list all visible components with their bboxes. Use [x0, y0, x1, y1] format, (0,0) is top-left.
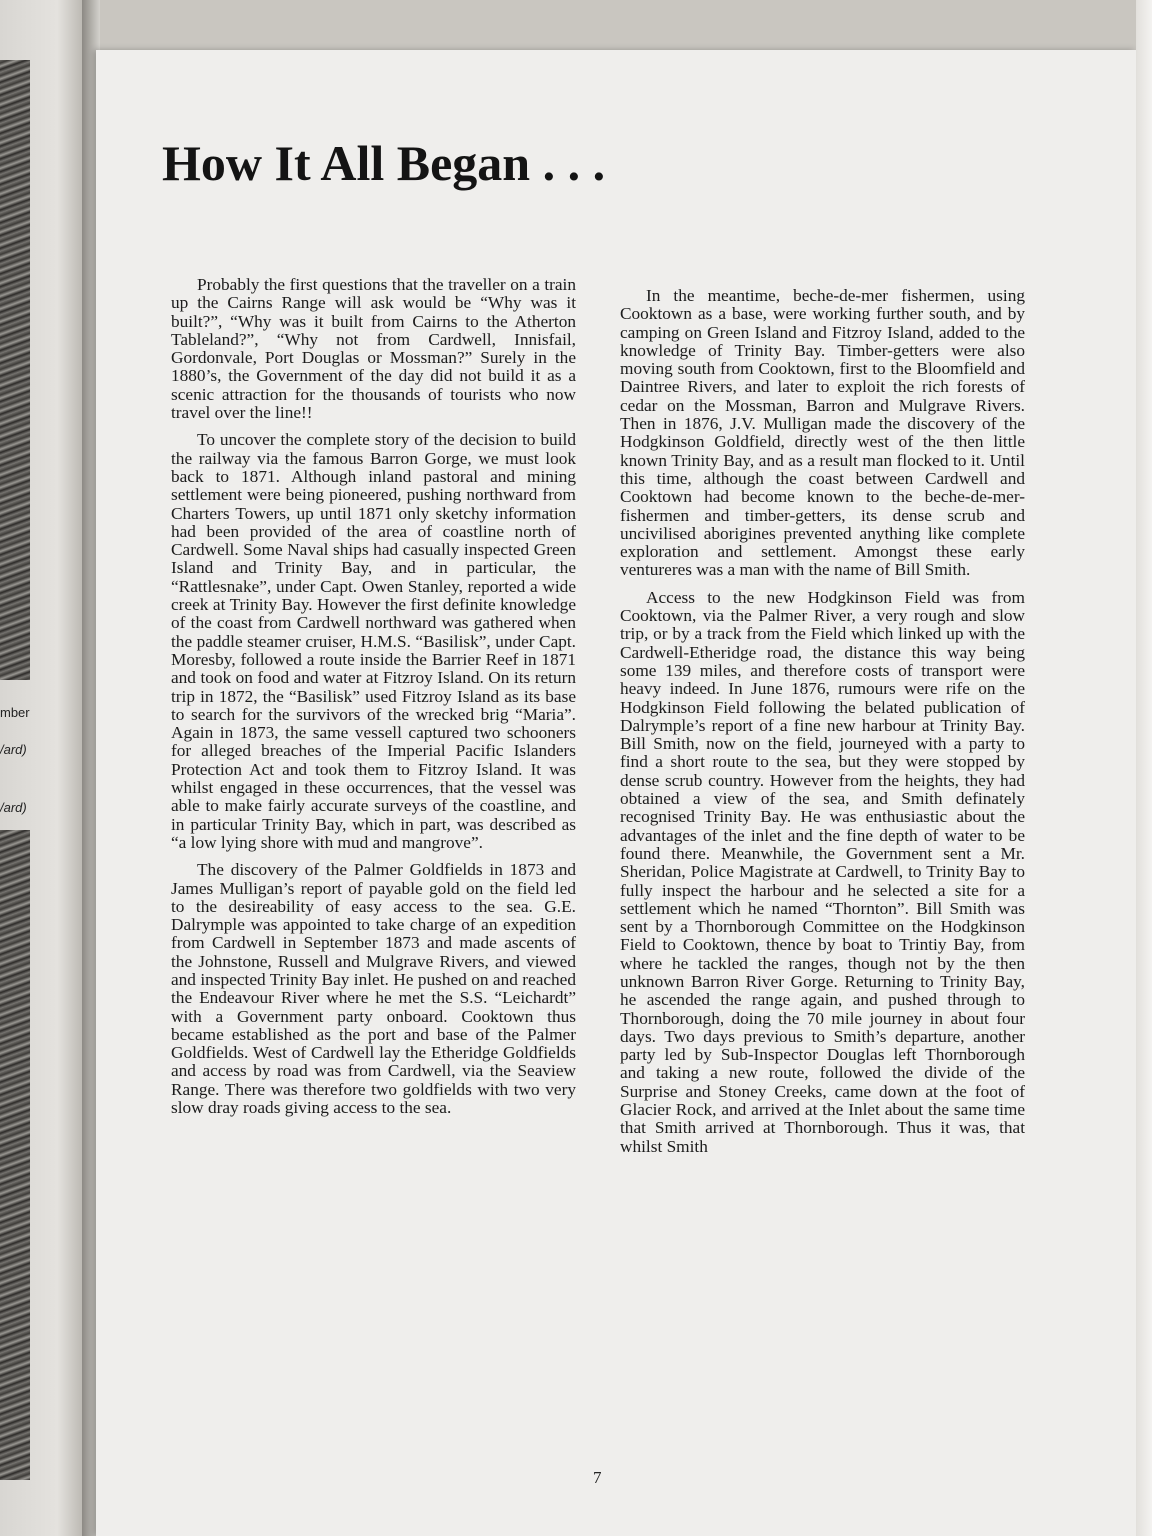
page-title: How It All Began . . . — [162, 135, 606, 191]
paragraph: The discovery of the Palmer Goldfields in 1873 and James Mulligan’s report of payable gold on the field led to the desireability of easy access to the sea. G.E. Dalrymple was appointed to take charge of an expedition from Cardwell in September 1873 and made ascents of the Johnstone, Russell and Mulgrave Rivers, and viewed and inspected Trinity Bay inlet. He pushed on and reached the Endeavour River where he met the S.S. “Leichardt” with a Government party onboard. Cooktown thus became established as the port and base of the Palmer Goldfields. West of Cardwell lay the Etheridge Goldfields and access by road was from Cardwell, via the Seaview Range. There was therefore two goldfields with two very slow dray roads giving access to the sea. — [171, 860, 576, 1118]
text-column-right — [620, 287, 1025, 1165]
facing-page-caption-fragment: /ard) — [0, 800, 27, 815]
facing-page-photo-bottom — [0, 830, 30, 1480]
facing-page-photo-top — [0, 60, 30, 680]
paragraph: Access to the new Hodgkinson Field was from Cooktown, via the Palmer River, a very rough and slow trip, or by a track from the Field which linked up with the Cardwell-Etheridge road, the distance this way being some 139 miles, and therefore costs of transport were heavy indeed. In June 1876, rumours were rife on the Hodgkinson Field following the belated publication of Dalrymple’s report of a fine new harbour at Trinity Bay. Bill Smith, now on the field, journeyed with a party to find a short route to the sea, but they were stopped by dense scrub country. However from the heights, they had obtained a view of the sea, and Smith definately recognised Trinity Bay. He was enthusiastic about the advantages of the inlet and the fine depth of water to be found there. Meanwhile, the Government sent a Mr. Sheridan, Police Magistrate at Cardwell, to Trinity Bay to fully inspect the harbour and he selected a site for a settlement which he named “Thornton”. Bill Smith was sent by a Thornborough Committee on the Hodgkinson Field to Cooktown, thence by boat to Trintiy Bay, from where he tackled the ranges, though not by the then unknown Barron River Gorge. Returning to Trinity Bay, he ascended the range again, and pushed through to Thornborough, doing the 70 mile journey in about four days. Two days previous to Smith’s departure, another party led by Sub-Inspector Douglas left Thornborough and taking a new route, followed the divide of the Surprise and Stoney Creeks, came down at the foot of Glacier Rock, and arrived at the Inlet about the same time that Smith arrived at Thornborough. Thus it was, that whilst Smith — [620, 587, 1025, 1156]
paragraph: Probably the first questions that the traveller on a train up the Cairns Range will ask would be “Why was it built?”, “Why was it built from Cairns to the Atherton Tableland?”, “Why not from Cardwell, Innisfail, Gordonvale, Port Douglas or Mossman?” Surely in the 1880’s, the Government of the day did not build it as a scenic attraction for the thousands of tourists who now travel over the line!! — [171, 275, 576, 423]
background-edge — [1136, 0, 1152, 1536]
facing-page-caption-fragment: mber — [0, 705, 30, 720]
page-number: 7 — [593, 1468, 602, 1487]
facing-page — [0, 0, 82, 1536]
book-page — [96, 50, 1136, 1536]
facing-page-caption-fragment: /ard) — [0, 742, 27, 757]
paragraph: In the meantime, beche-de-mer fishermen, using Cooktown as a base, were working further south, and by camping on Green Island and Fitzroy Island, added to the knowledge of Trinity Bay. Timber-getters were also moving south from Cooktown, first to the Bloomfield and Daintree Rivers, and later to exploit the rich forests of cedar on the Mossman, Barron and Mulgrave Rivers. Then in 1876, J.V. Mulligan made the discovery of the Hodgkinson Goldfield, directly west of the then little known Trinity Bay, and as a result man flocked to it. Until this time, although the coast between Cardwell and Cooktown had become known to the beche-de-mer-fishermen and timber-getters, its dense scrub and uncivilised aborigines prevented anything like complete exploration and settlement. Amongst these early ventureres was a man with the name of Bill Smith. — [620, 286, 1025, 580]
paragraph: To uncover the complete story of the decision to build the railway via the famous Barron Gorge, we must look back to 1871. Although inland pastoral and mining settlement were being pioneered, pushing northward from Charters Towers, up until 1871 only sketchy information had been provided of the area of coastline north of Cardwell. Some Naval ships had casually inspected Green Island and Trinity Bay, and in particular, the “Rattlesnake”, under Capt. Owen Stanley, reported a wide creek at Trinity Bay. However the first definite knowledge of the coast from Cardwell northward was gathered when the paddle steamer cruiser, H.M.S. “Basilisk”, under Capt. Moresby, followed a route inside the Barrier Reef in 1871 and took on food and water at Fitzroy Island. On its return trip in 1872, the “Basilisk” used Fitzroy Island as its base to search for the survivors of the wrecked brig “Maria”. Again in 1873, the same vessell captured two schooners for alleged breaches of the Imperial Pacific Islanders Protection Act and took them to Fitzroy Island. It was whilst engaged in these occurrences, that the vessel was able to make fairly accurate surveys of the coastline, and in particular Trinity Bay, which in part, was described as “a low lying shore with mud and mangrove”. — [171, 430, 576, 852]
text-column-left — [171, 276, 576, 1126]
